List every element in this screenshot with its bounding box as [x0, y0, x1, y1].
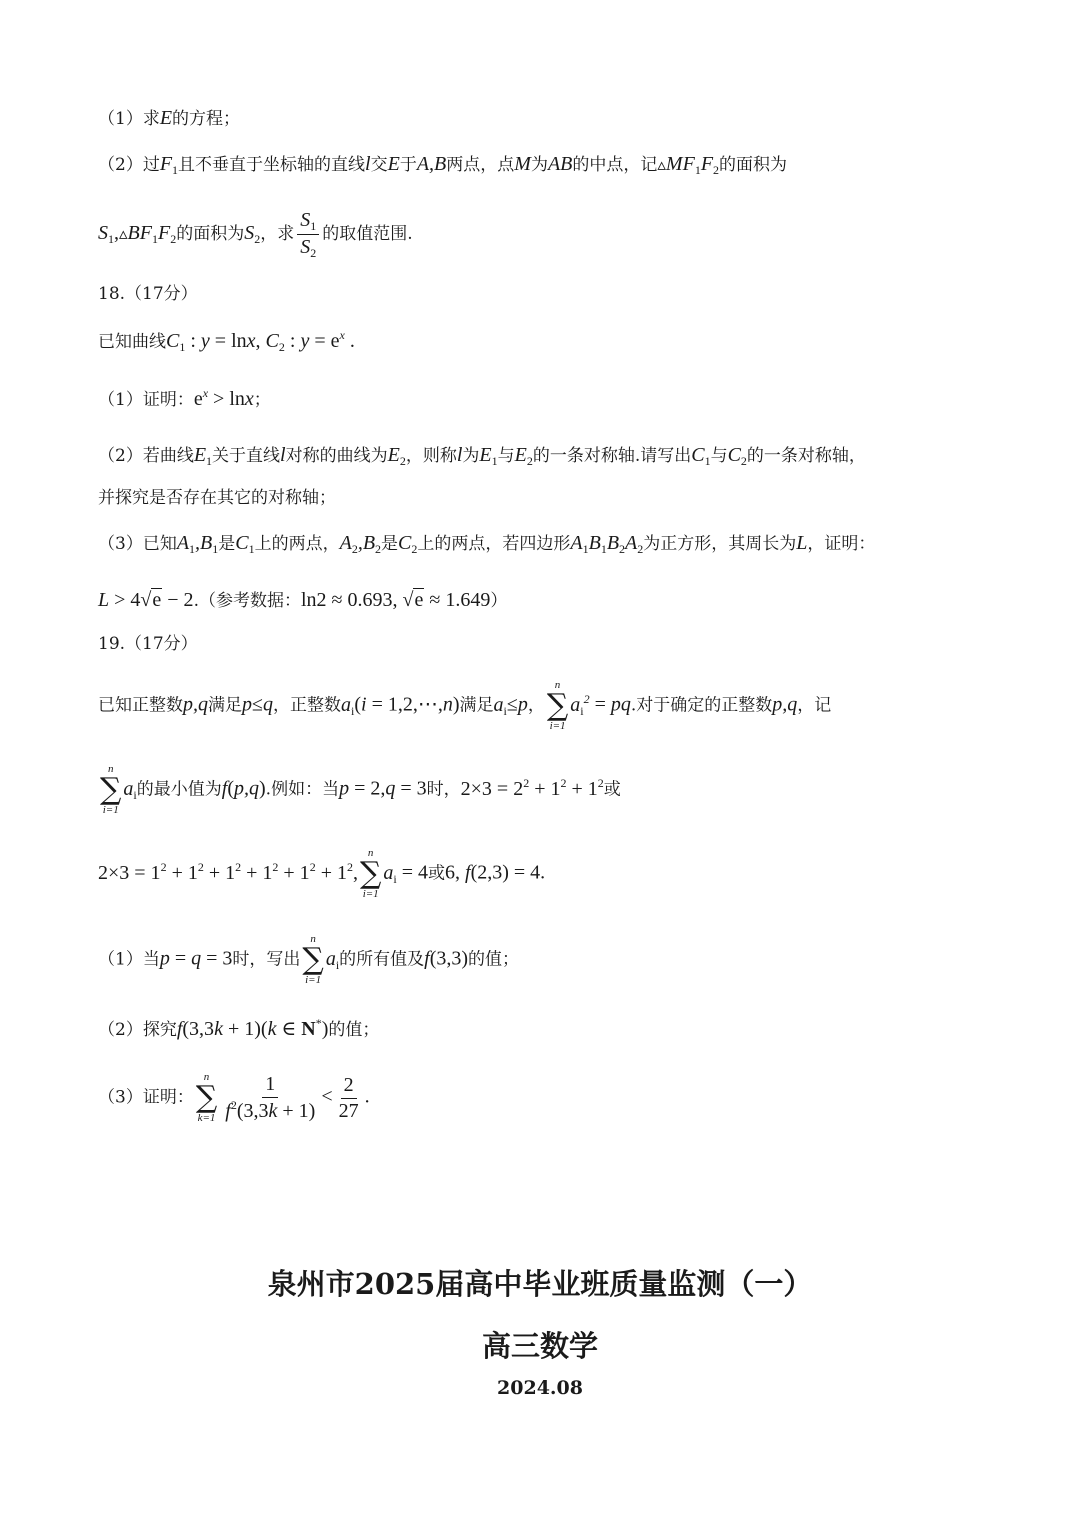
sum-symbol: n ∑ i=1 — [100, 763, 122, 816]
q18-part2-line1: （2）若曲线$E_1$关于直线l对称的曲线为$E_2$，则称l为$E_1$与$E_2$的一条对称轴.请写出$C_1$与$C_2$的一条对称轴， — [98, 444, 866, 468]
q18-header: 18.（17分） — [98, 284, 198, 304]
sum-symbol: n ∑ k=1 — [195, 1071, 218, 1124]
exam-subject: 高三数学 — [481, 1329, 598, 1363]
exam-date: 2024.08 — [497, 1377, 583, 1399]
q17-part2-line2: $S_1,▵BF_1F_2$的面积为$S_2$，求 $\frac{S_1}{S_2}$ 的取值范围. — [98, 209, 413, 260]
q17-part2-line1: （2）过$F_1$且不垂直于坐标轴的直线l交E于A,B两点，点M为AB的中点，记$▵MF_1F_2$的面积为 — [98, 153, 788, 177]
q19-part3: （3）证明： n ∑ k=1 $\frac{1}{f^2(3,3k + 1)}$ < $\frac{2}{27}$ . — [98, 1071, 370, 1124]
q19-intro-line3: $2\times 3 = 1^2 + 1^2 + 1^2 + 1^2 + 1^2 + 1^2$, n ∑ i=1 $a_i = 4$或6, f(2,3) = 4. — [98, 847, 546, 900]
sum-symbol: n ∑ i=1 — [359, 847, 382, 900]
q18-part3-line2: L > 4√e − 2.（参考数据：ln2 ≈ 0.693, √e ≈ 1.649） — [98, 589, 508, 611]
q18-intro: 已知曲线$C_1$ : y = lnx, $C_2$ : $y = e^x$ . — [98, 328, 355, 354]
q19-intro-line1: 已知正整数p,q满足p≤q，正整数$a_i(i$ = 1,2,⋯,n)满足$a_i\le p$， n ∑ i=1 $a_i^2$ = pq.对于确定的正整数p,q，记 — [98, 679, 832, 732]
reciprocal-fraction: $\frac{1}{f^2(3,3k + 1)}$ — [225, 1073, 316, 1122]
sum-symbol: n ∑ i=1 — [546, 679, 569, 732]
q19-header: 19.（17分） — [98, 634, 198, 654]
q17-part1: （1）求E的方程； — [98, 107, 241, 129]
q19-part2: （2）探究f(3,3k + 1)(k ∈ N*)的值； — [98, 1016, 380, 1040]
q19-intro-line2: n ∑ i=1 $a_i$的最小值为f(p,q).例如：当p = 2,q = 3时，$2\times 3 = 2^2 + 1^2 + 1^2$或 — [100, 763, 621, 816]
two-27ths-fraction: $\frac{2}{27}$ — [338, 1073, 359, 1122]
s1-over-s2-fraction: $\frac{S_1}{S_2}$ — [297, 208, 319, 261]
q18-part1: （1）证明：$e^x > \ln x$； — [98, 386, 271, 410]
exam-title: 泉州市2025届高中毕业班质量监测（一） — [267, 1267, 813, 1301]
q19-part1: （1）当p = q = 3时，写出 n ∑ i=1 $a_i$的所有值及f(3,3)的值； — [98, 933, 520, 986]
q18-part3-line1: （3）已知$A_1,B_1$是$C_1$上的两点，$A_2,B_2$是$C_2$上的两点，若四边形$A_1B_1B_2A_2$为正方形，其周长为L，证明： — [98, 532, 876, 556]
q18-part2-line2: 并探究是否存在其它的对称轴； — [98, 488, 336, 508]
sum-symbol: n ∑ i=1 — [302, 933, 324, 986]
